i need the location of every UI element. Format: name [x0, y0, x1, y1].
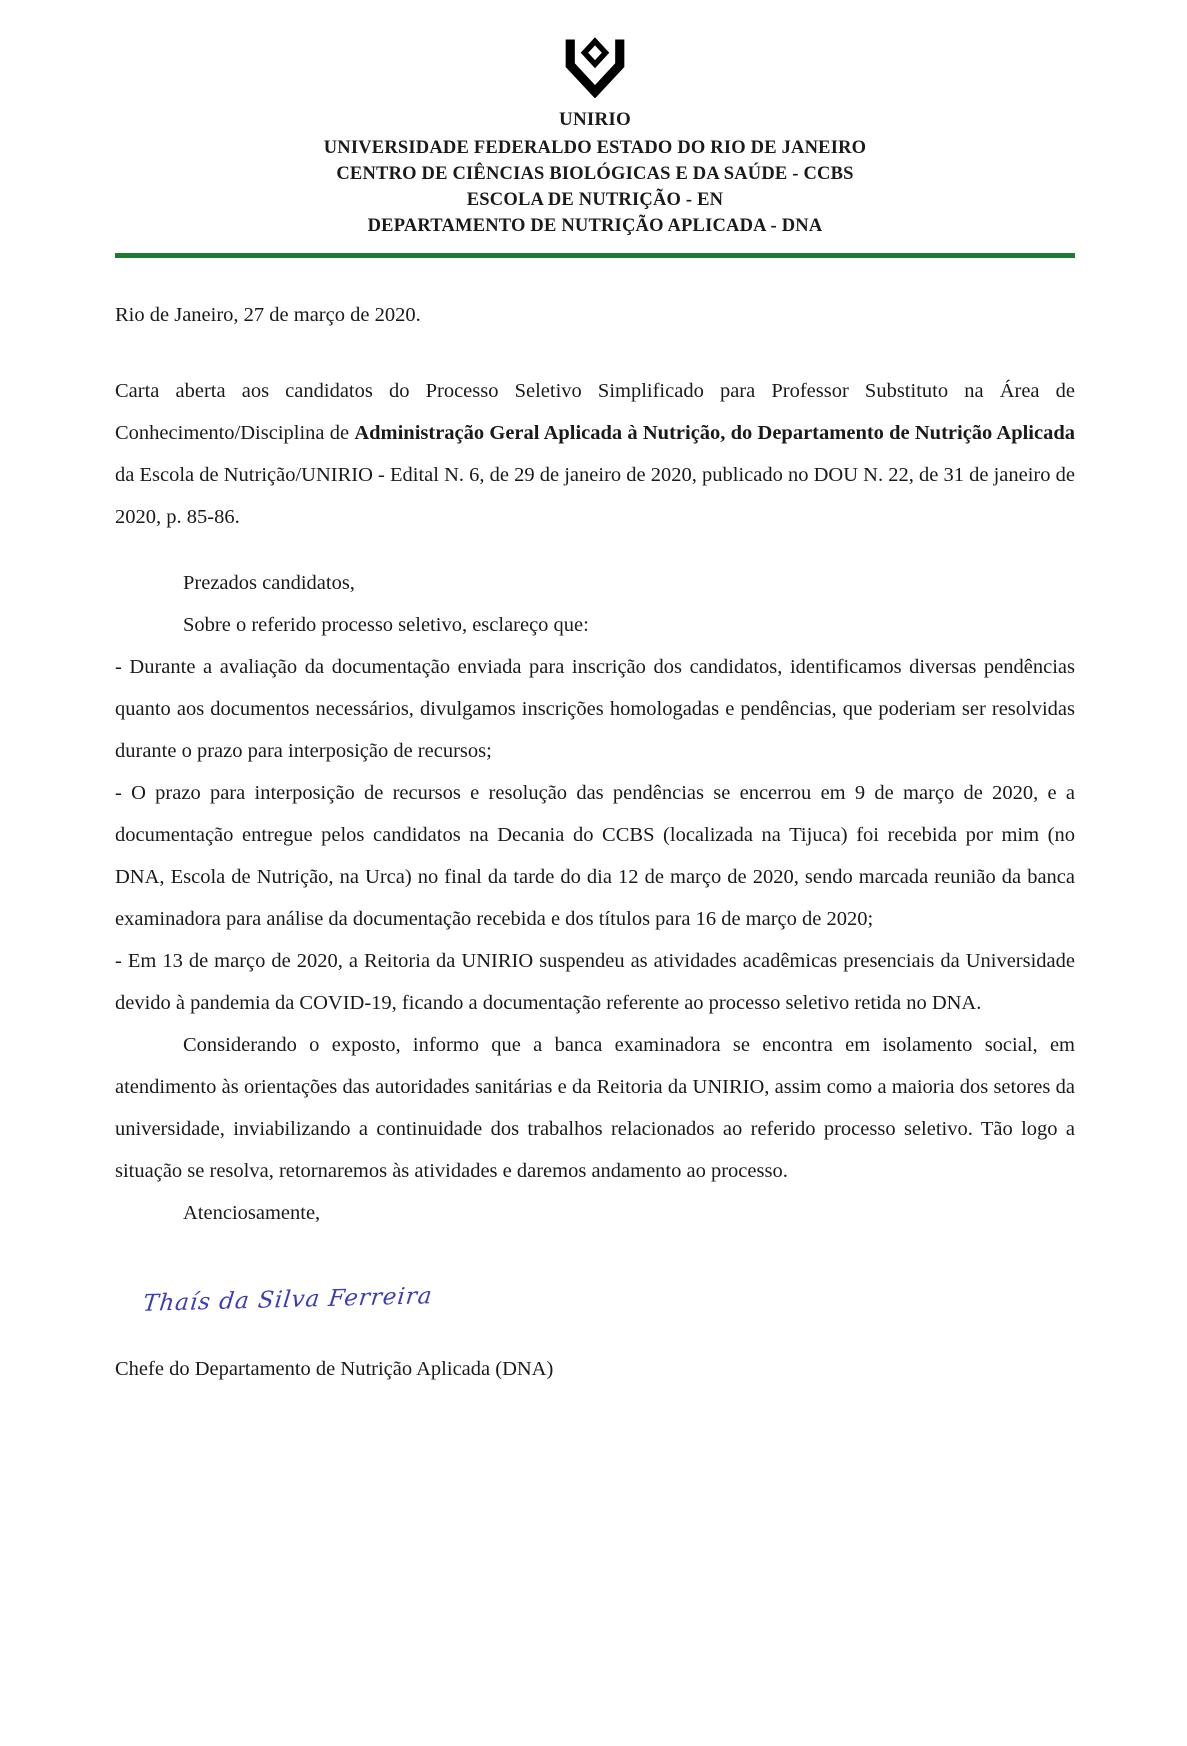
letter-body	[115, 294, 1075, 1390]
intro-part-3: da Escola de Nutrição/UNIRIO - Edital N. 6, de 29 de janeiro de 2020, publicado no DOU N. 22, de 31 de janeiro de 2020, p. 85-86.	[115, 464, 1075, 528]
org-line-department: DEPARTAMENTO DE NUTRIÇÃO APLICADA - DNA	[367, 216, 823, 236]
org-line-center: CENTRO DE CIÊNCIAS BIOLÓGICAS E DA SAÚDE - CCBS	[336, 164, 854, 184]
intro-paragraph	[115, 370, 1075, 538]
paragraph-item-2: - O prazo para interposição de recursos e resolução das pendências se encerrou em 9 de março de 2020, e a documentação entregue pelos candidatos na Decania do CCBS (localizada na Tijuca) foi recebida por mim (no DNA, Escola de Nutrição, na Urca) no final da tarde do dia 12 de março de 2020, sendo marcada reunião da banca examinadora para análise da documentação recebida e dos títulos para 16 de março de 2020;	[115, 782, 1075, 930]
header-divider	[115, 253, 1075, 258]
dateline: Rio de Janeiro, 27 de março de 2020.	[115, 304, 421, 326]
letterhead	[115, 36, 1075, 258]
intro-part-bold: Administração Geral Aplicada à Nutrição, do Departamento de Nutrição Aplicada	[354, 422, 1075, 444]
paragraph-salutation: Prezados candidatos,	[183, 572, 355, 594]
unirio-logo-icon	[562, 36, 628, 103]
org-line-university: UNIVERSIDADE FEDERALDO ESTADO DO RIO DE JANEIRO	[323, 138, 867, 158]
paragraph-opening: Sobre o referido processo seletivo, esclareço que:	[183, 614, 589, 636]
handwritten-signature: Thaís da Silva Ferreira	[141, 1283, 434, 1317]
paragraph-item-1: - Durante a avaliação da documentação enviada para inscrição dos candidatos, identificamos diversas pendências quanto aos documentos necessários, divulgamos inscrições homologadas e pendências, que poderiam ser resolvidas durante o prazo para interposição de recursos;	[115, 656, 1075, 762]
org-line-school: ESCOLA DE NUTRIÇÃO - EN	[466, 190, 724, 210]
paragraph-valediction: Atenciosamente,	[183, 1202, 321, 1224]
intro-part-1: Carta aberta aos candidatos do Processo Seletivo Simplificado para Professor Substituto na Área de Conhecimento/Disciplina de	[115, 380, 1075, 444]
org-acronym: UNIRIO	[559, 109, 631, 130]
signer-title: Chefe do Departamento de Nutrição Aplicada (DNA)	[115, 1358, 554, 1380]
paragraph-closing: Considerando o exposto, informo que a banca examinadora se encontra em isolamento social, em atendimento às orientações das autoridades sanitárias e da Reitoria da UNIRIO, assim como a maioria dos setores da universidade, inviabilizando a continuidade dos trabalhos relacionados ao referido processo seletivo. Tão logo a situação se resolva, retornaremos às atividades e daremos andamento ao processo.	[115, 1034, 1075, 1182]
paragraph-item-3: - Em 13 de março de 2020, a Reitoria da UNIRIO suspendeu as atividades acadêmicas presenciais da Universidade devido à pandemia da COVID-19, ficando a documentação referente ao processo seletivo retida no DNA.	[115, 950, 1075, 1014]
logo-container	[115, 36, 1075, 103]
signature-block	[115, 1280, 1075, 1390]
